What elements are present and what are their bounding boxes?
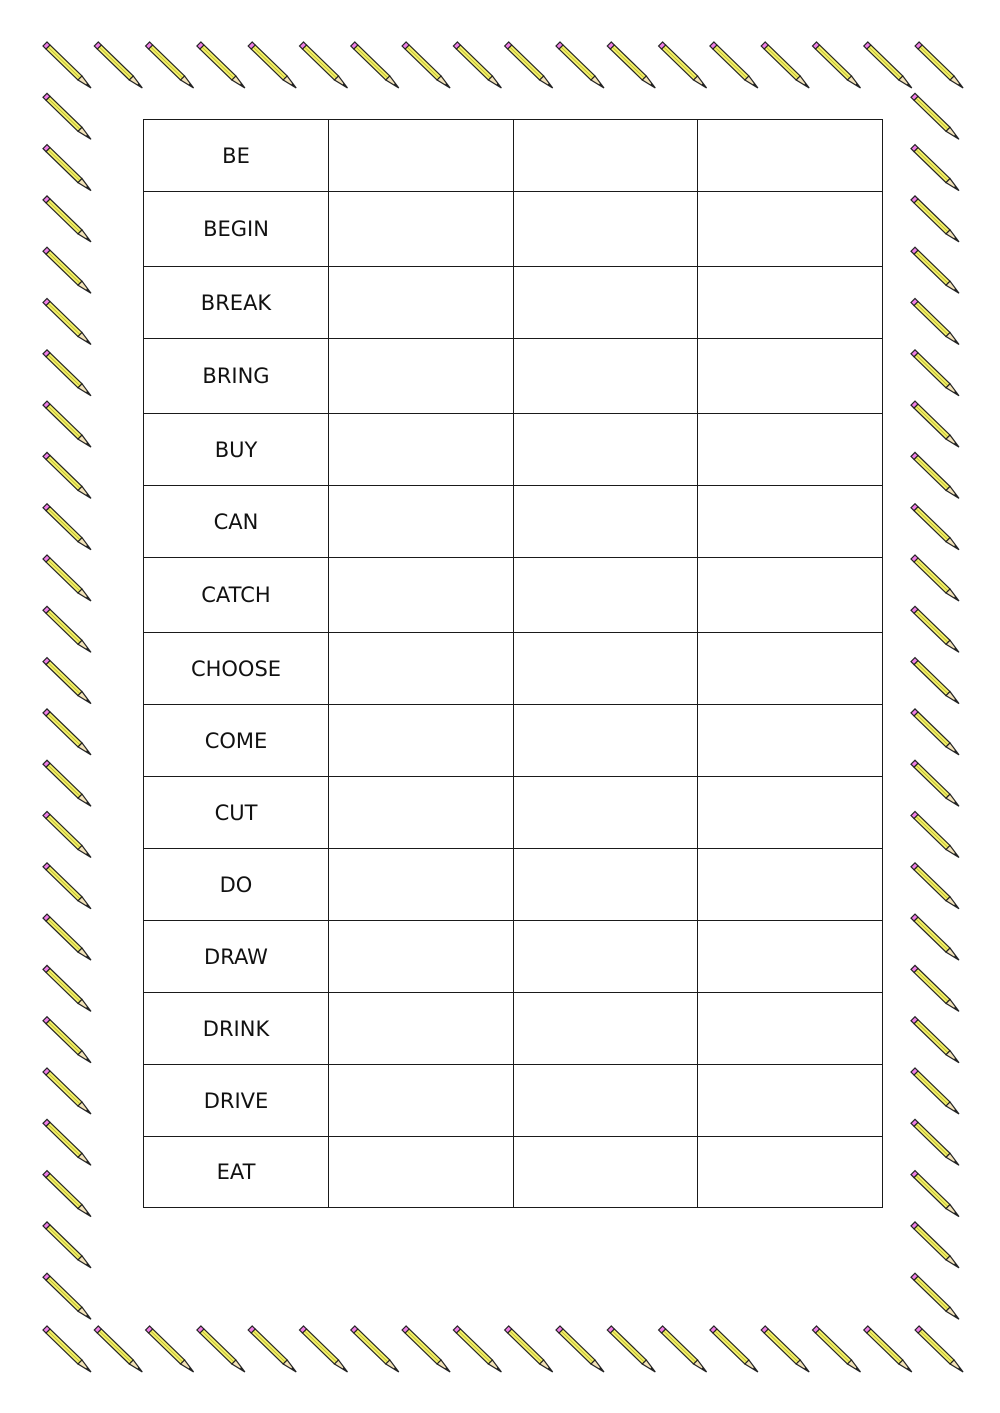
pencil-icon: [43, 247, 91, 293]
pencil-icon: [94, 42, 142, 88]
pencil-icon: [43, 504, 91, 550]
answer-cell[interactable]: [698, 339, 883, 414]
verb-cell: BRING: [144, 339, 329, 414]
pencil-icon: [911, 247, 959, 293]
answer-cell[interactable]: [329, 414, 514, 486]
answer-cell[interactable]: [329, 267, 514, 339]
pencil-icon: [43, 42, 91, 88]
verb-cell: CUT: [144, 777, 329, 849]
pencil-icon: [556, 42, 604, 88]
pencil-icon: [43, 93, 91, 139]
answer-cell[interactable]: [513, 120, 698, 192]
pencil-icon: [43, 299, 91, 345]
pencil-icon: [43, 658, 91, 704]
pencil-icon: [43, 863, 91, 909]
verb-cell: BUY: [144, 414, 329, 486]
pencil-icon: [94, 1326, 142, 1372]
pencil-icon: [402, 42, 450, 88]
table-row: [144, 558, 883, 633]
pencil-icon: [43, 1171, 91, 1217]
answer-cell[interactable]: [513, 849, 698, 921]
answer-cell[interactable]: [329, 120, 514, 192]
pencil-icon: [911, 1068, 959, 1114]
pencil-icon: [248, 42, 296, 88]
table-row: [144, 414, 883, 486]
answer-cell[interactable]: [329, 921, 514, 993]
pencil-icon: [351, 1326, 399, 1372]
pencil-icon: [911, 401, 959, 447]
pencil-icon: [659, 42, 707, 88]
pencil-icon: [43, 1273, 91, 1319]
answer-cell[interactable]: [329, 1065, 514, 1137]
answer-cell[interactable]: [698, 849, 883, 921]
pencil-icon: [659, 1326, 707, 1372]
verb-cell: EAT: [144, 1137, 329, 1208]
pencil-icon: [43, 709, 91, 755]
verb-cell: DRAW: [144, 921, 329, 993]
answer-cell[interactable]: [513, 339, 698, 414]
verb-cell: BE: [144, 120, 329, 192]
table-row: [144, 120, 883, 192]
table-row: [144, 993, 883, 1065]
pencil-icon: [197, 1326, 245, 1372]
pencil-icon: [911, 1222, 959, 1268]
answer-cell[interactable]: [513, 993, 698, 1065]
pencil-icon: [864, 1326, 912, 1372]
answer-cell[interactable]: [698, 777, 883, 849]
pencil-icon: [43, 555, 91, 601]
pencil-icon: [915, 1326, 963, 1372]
verb-cell: DRIVE: [144, 1065, 329, 1137]
table-row: [144, 849, 883, 921]
answer-cell[interactable]: [698, 558, 883, 633]
pencil-icon: [43, 196, 91, 242]
pencil-icon: [911, 760, 959, 806]
pencil-icon: [43, 812, 91, 858]
verb-cell: BREAK: [144, 267, 329, 339]
pencil-icon: [710, 42, 758, 88]
verb-cell: CHOOSE: [144, 633, 329, 705]
pencil-icon: [761, 42, 809, 88]
answer-cell[interactable]: [329, 1137, 514, 1208]
pencil-icon: [402, 1326, 450, 1372]
pencil-icon: [911, 1119, 959, 1165]
answer-cell[interactable]: [329, 339, 514, 414]
pencil-icon: [813, 42, 861, 88]
pencil-icon: [300, 1326, 348, 1372]
table-row: [144, 633, 883, 705]
table-row: [144, 777, 883, 849]
table-row: [144, 921, 883, 993]
pencil-icon: [911, 914, 959, 960]
pencil-icon: [146, 1326, 194, 1372]
answer-cell[interactable]: [513, 486, 698, 558]
answer-cell[interactable]: [513, 192, 698, 267]
answer-cell[interactable]: [329, 633, 514, 705]
pencil-icon: [911, 709, 959, 755]
pencil-icon: [911, 606, 959, 652]
verb-cell: COME: [144, 705, 329, 777]
pencil-icon: [911, 812, 959, 858]
answer-cell[interactable]: [698, 120, 883, 192]
verb-cell: DO: [144, 849, 329, 921]
pencil-icon: [505, 1326, 553, 1372]
pencil-icon: [351, 42, 399, 88]
pencil-icon: [43, 1068, 91, 1114]
answer-cell[interactable]: [329, 558, 514, 633]
pencil-icon: [43, 452, 91, 498]
answer-cell[interactable]: [329, 849, 514, 921]
answer-cell[interactable]: [698, 1137, 883, 1208]
pencil-icon: [43, 965, 91, 1011]
answer-cell[interactable]: [513, 921, 698, 993]
answer-cell[interactable]: [329, 486, 514, 558]
answer-cell[interactable]: [698, 414, 883, 486]
verb-cell: DRINK: [144, 993, 329, 1065]
pencil-icon: [197, 42, 245, 88]
pencil-icon: [911, 658, 959, 704]
table-row: [144, 705, 883, 777]
pencil-icon: [607, 1326, 655, 1372]
pencil-icon: [248, 1326, 296, 1372]
answer-cell[interactable]: [513, 414, 698, 486]
answer-cell[interactable]: [513, 1137, 698, 1208]
pencil-icon: [761, 1326, 809, 1372]
pencil-icon: [43, 1119, 91, 1165]
answer-cell[interactable]: [698, 267, 883, 339]
table-row: [144, 486, 883, 558]
pencil-icon: [911, 299, 959, 345]
pencil-icon: [911, 350, 959, 396]
pencil-icon: [911, 965, 959, 1011]
table-row: [144, 339, 883, 414]
pencil-icon: [710, 1326, 758, 1372]
answer-cell[interactable]: [513, 558, 698, 633]
pencil-icon: [911, 1171, 959, 1217]
pencil-icon: [43, 760, 91, 806]
table-row: [144, 1137, 883, 1208]
answer-cell[interactable]: [698, 192, 883, 267]
pencil-icon: [911, 504, 959, 550]
pencil-icon: [607, 42, 655, 88]
table-row: [144, 1065, 883, 1137]
pencil-icon: [43, 914, 91, 960]
verb-cell: CAN: [144, 486, 329, 558]
pencil-icon: [146, 42, 194, 88]
answer-cell[interactable]: [329, 192, 514, 267]
pencil-icon: [43, 350, 91, 396]
pencil-icon: [911, 1273, 959, 1319]
pencil-icon: [453, 1326, 501, 1372]
pencil-icon: [43, 1326, 91, 1372]
pencil-icon: [911, 863, 959, 909]
pencil-icon: [43, 1222, 91, 1268]
pencil-icon: [43, 401, 91, 447]
pencil-icon: [556, 1326, 604, 1372]
answer-cell[interactable]: [329, 777, 514, 849]
pencil-icon: [911, 93, 959, 139]
verb-cell: CATCH: [144, 558, 329, 633]
answer-cell[interactable]: [329, 705, 514, 777]
pencil-icon: [43, 1017, 91, 1063]
answer-cell[interactable]: [698, 993, 883, 1065]
answer-cell[interactable]: [698, 921, 883, 993]
answer-cell[interactable]: [513, 1065, 698, 1137]
answer-cell[interactable]: [698, 1065, 883, 1137]
answer-cell[interactable]: [513, 705, 698, 777]
pencil-icon: [864, 42, 912, 88]
pencil-icon: [915, 42, 963, 88]
answer-cell[interactable]: [513, 267, 698, 339]
pencil-icon: [911, 555, 959, 601]
answer-cell[interactable]: [698, 705, 883, 777]
pencil-icon: [911, 1017, 959, 1063]
pencil-icon: [43, 606, 91, 652]
answer-cell[interactable]: [698, 486, 883, 558]
answer-cell[interactable]: [698, 633, 883, 705]
pencil-icon: [911, 452, 959, 498]
pencil-icon: [300, 42, 348, 88]
pencil-icon: [453, 42, 501, 88]
pencil-icon: [813, 1326, 861, 1372]
answer-cell[interactable]: [513, 777, 698, 849]
verb-cell: BEGIN: [144, 192, 329, 267]
pencil-icon: [43, 145, 91, 191]
table-row: [144, 192, 883, 267]
table-row: [144, 267, 883, 339]
answer-cell[interactable]: [329, 993, 514, 1065]
answer-cell[interactable]: [513, 633, 698, 705]
pencil-icon: [911, 196, 959, 242]
pencil-icon: [911, 145, 959, 191]
pencil-icon: [505, 42, 553, 88]
verb-table: [143, 119, 883, 1208]
